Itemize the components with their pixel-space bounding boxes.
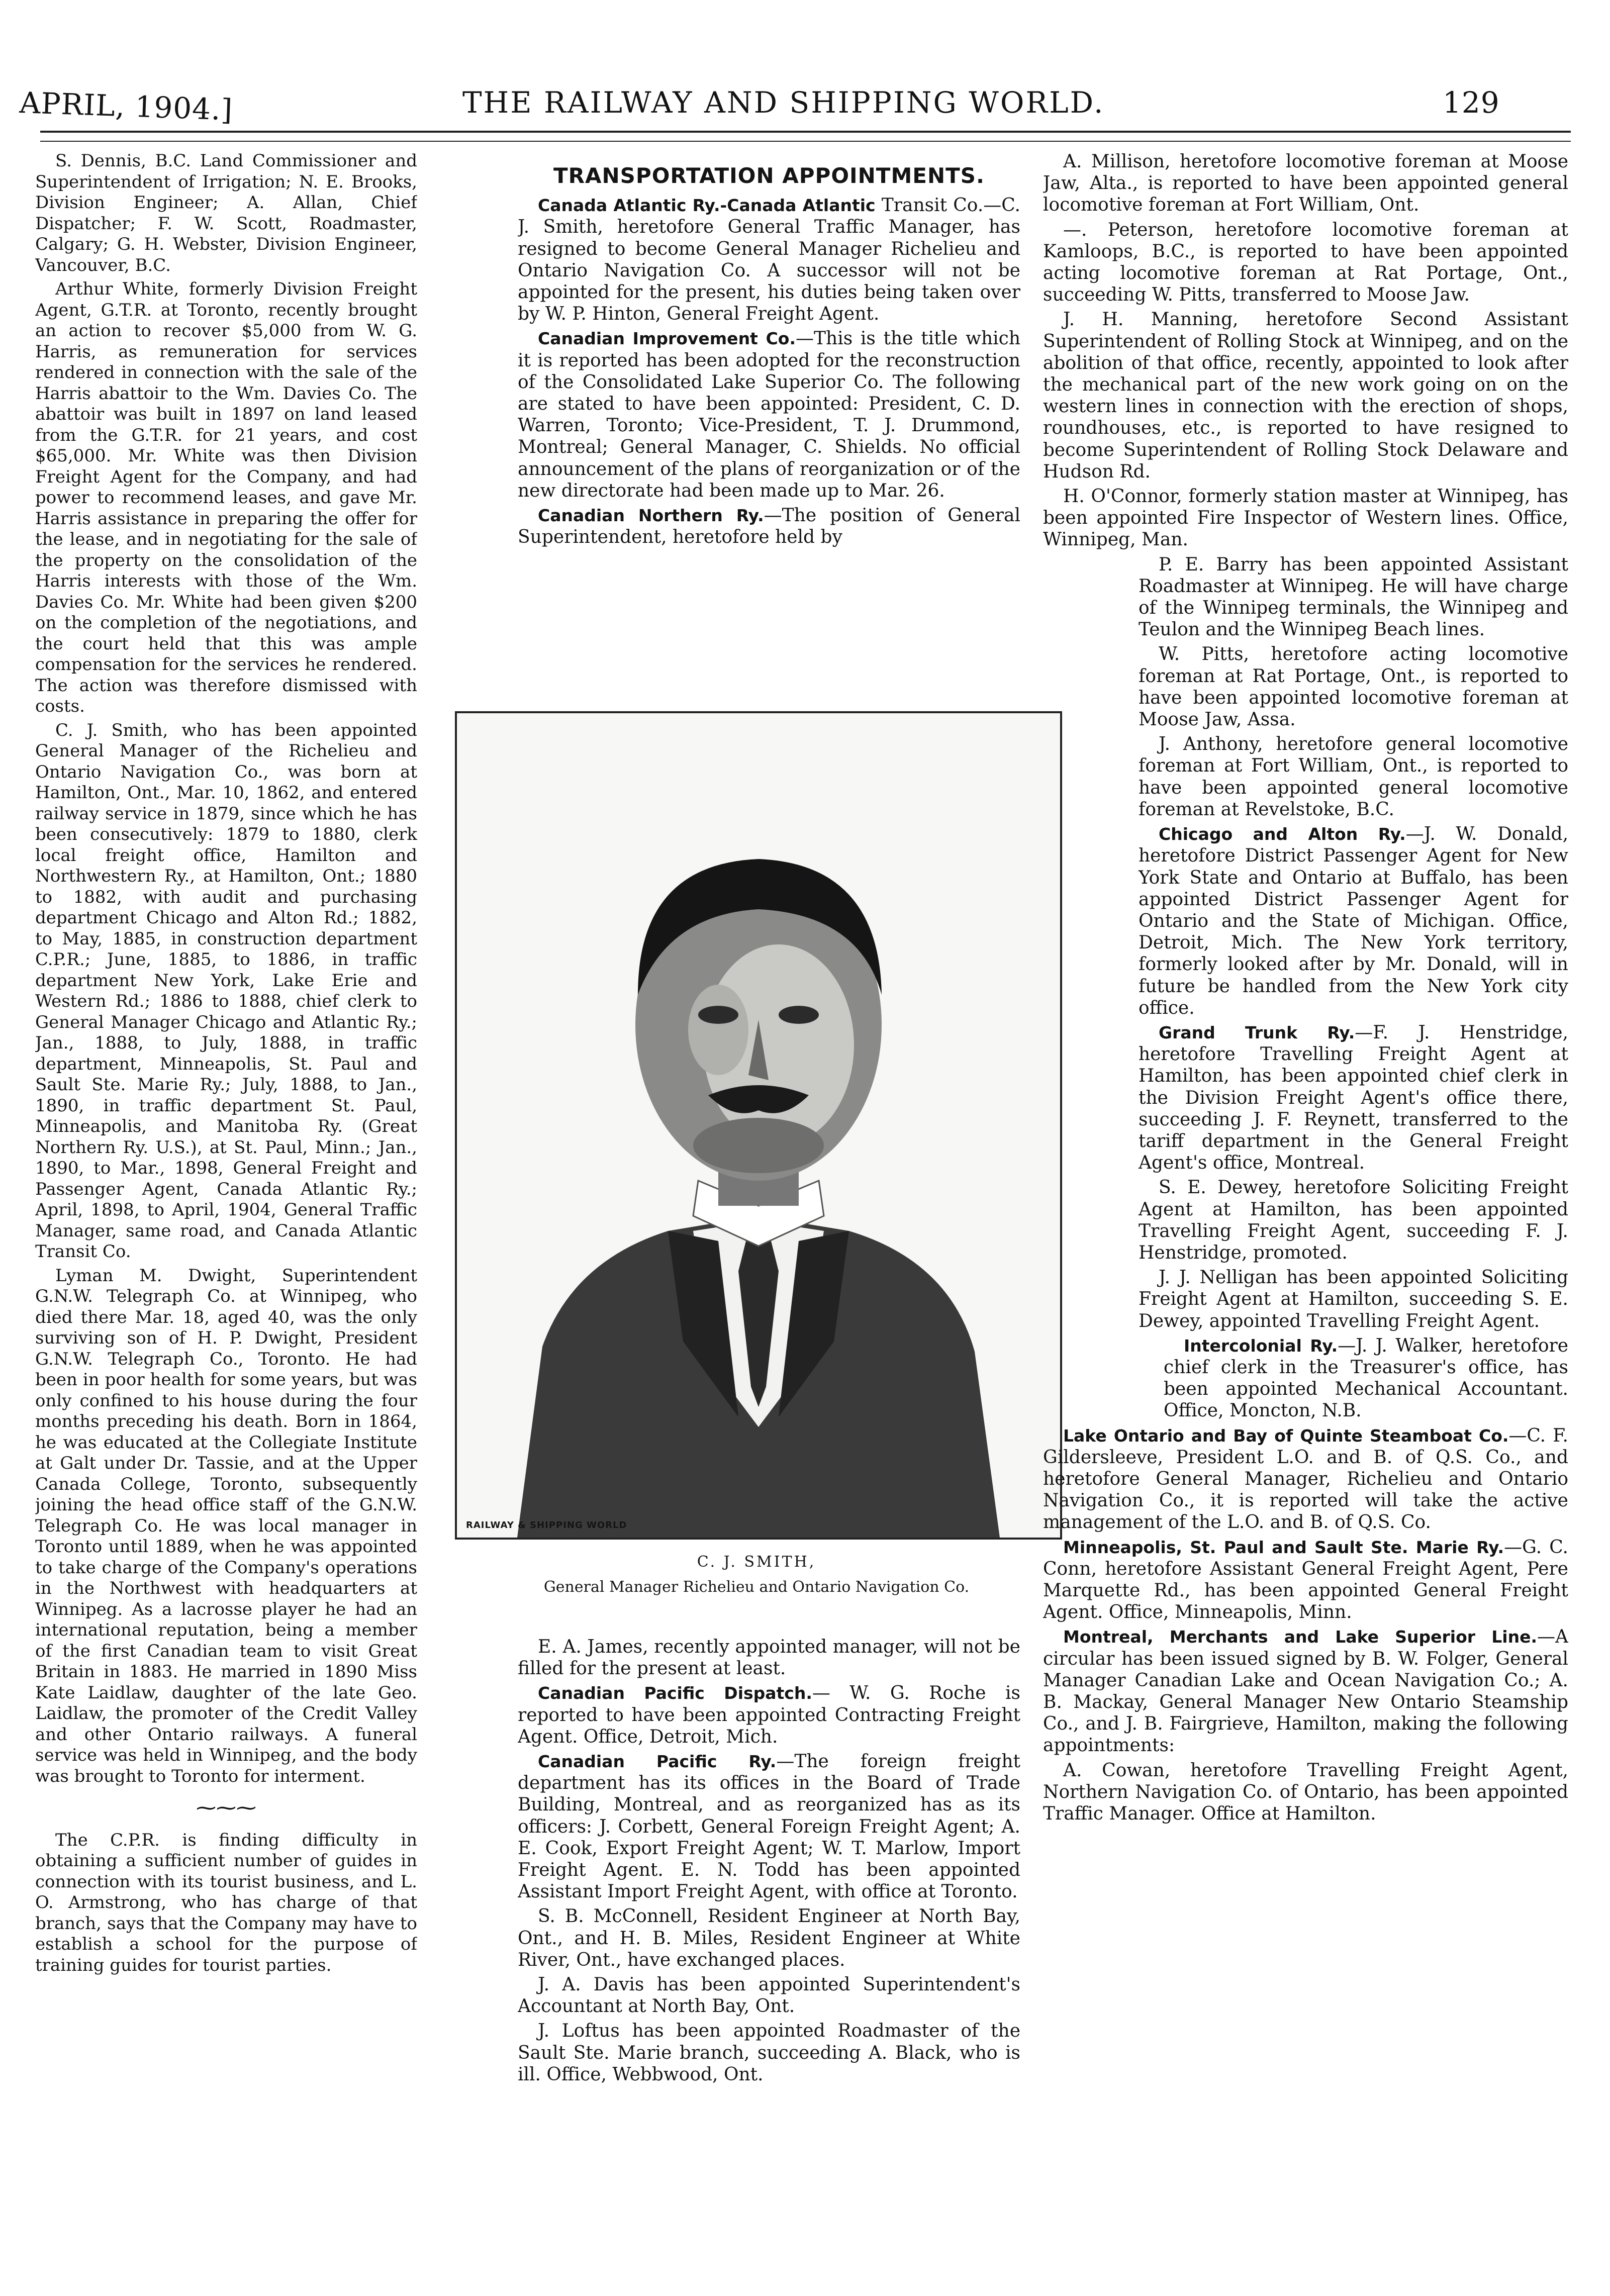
entry-barry [1043, 554, 1568, 641]
left-column [35, 151, 417, 2292]
entry-text: —This is the title which it is reported has been adopted for the reconstruction of the Consolidated Lake Superior Co. The following are stated to have been appointed: President, C. D. Warren, Toronto; Vice-President, T. J. Drummond, Montreal; General Manager, C. Shields. No official announcement of the plans of reorganization or of the new directorate had been made up to Mar. 26. [518, 328, 1020, 501]
entry-text: S. E. Dewey, heretofore Soliciting Freight Agent at Hamilton, has been appointed Travelling Freight Agent, succeeding F. J. Henstridge, promoted. [1139, 1177, 1568, 1263]
paragraph-dwight: Lyman M. Dwight, Superintendent G.N.W. Telegraph Co. at Winnipeg, who died there Mar. 18, aged 40, was the only surviving son of H. P. Dwight, President G.N.W. Telegraph Co., Toronto. He had been in poor health for some years, but was only confined to his house during the four months preceding his death. Born in 1864, he was educated at the Collegiate Institute at Galt under Dr. Tassie, and at the Upper Canada College, Toronto, subsequently joining the head office staff of the G.N.W. Telegraph Co. He was local manager in Toronto until 1889, when he was appointed to take charge of the Company's operations in the Northwest with headquarters at Winnipeg. As a lacrosse player he had an international reputation, being a member of the first Canadian team to visit Great Britain in 1883. He married in 1890 Miss Kate Laidlaw, daughter of the late Geo. Laidlaw, the promoter of the Credit Valley and other Ontario railways. A funeral service was held in Winnipeg, and the body was brought to Toronto for interment. [35, 1265, 417, 1786]
entry-cowan [1043, 1760, 1568, 1825]
company-name: Canadian Pacific Ry. [538, 1752, 777, 1772]
company-name: Canadian Pacific Dispatch. [538, 1683, 812, 1703]
entry-mcconnell [518, 1905, 1020, 1971]
appointments-heading: TRANSPORTATION APPOINTMENTS. [553, 163, 985, 188]
company-name: Grand Trunk Ry. [1159, 1022, 1355, 1042]
paragraph-dennis: S. Dennis, B.C. Land Commissioner and Superintendent of Irrigation; N. E. Brooks, Division Engineer; A. Allan, Chief Dispatcher; F. W. Scott, Roadmaster, Calgary; G. H. Webster, Division Engineer, Vancouver, B.C. [35, 151, 417, 275]
entry-dewey [1043, 1177, 1568, 1264]
company-name: Lake Ontario and Bay of Quinte Steamboat Co. [1063, 1425, 1509, 1446]
entry-text: J. H. Manning, heretofore Second Assistant Superintendent of Rolling Stock at Winnipeg, and on the abolition of that office, recently, appointed to look after the mechanical part of the new work going on on the western lines in connection with the erection of shops, roundhouses, etc., is reported to have resigned to become Superintendent of Rolling Stock Delaware and Hudson Rd. [1043, 309, 1568, 482]
entry-text: —J. J. Walker, heretofore chief clerk in the Treasurer's office, has been appointed Mechanical Accountant. Office, Moncton, N.B. [1164, 1335, 1568, 1421]
portrait-photo [455, 711, 1062, 1540]
photo-watermark: RAILWAY & SHIPPING WORLD [466, 1520, 627, 1530]
entry-text: Transit Co.—C. J. Smith, heretofore General Traffic Manager, has resigned to become General Manager Richelieu and Ontario Navigation Co. A successor will not be appointed for the present, his duties being taken over by W. P. Hinton, General Freight Agent. [518, 195, 1020, 325]
entry-manning [1043, 309, 1568, 483]
entry-text: —J. W. Donald, heretofore District Passenger Agent for New York State and Ontario at Buffalo, has been appointed District Passenger Agent for Ontario and the State of Michigan. Office, Detroit, Mich. The New York territory, formerly looked after by Mr. Donald, will in future be handled from the New York city office. [1139, 824, 1568, 1018]
header-rule [40, 131, 1571, 133]
entry-text: J. Anthony, heretofore general locomotive foreman at Fort William, Ont., is reported to have been appointed general locomotive foreman at Revelstoke, B.C. [1139, 734, 1568, 820]
company-name: Canadian Northern Ry. [538, 506, 764, 526]
entry-peterson [1043, 219, 1568, 306]
company-name: Chicago and Alton Ry. [1159, 824, 1406, 844]
entry-text: —The position of General Superintendent, heretofore held by [518, 505, 1020, 548]
company-name: Canadian Improvement Co. [538, 329, 796, 349]
entry-oconnor [1043, 486, 1568, 551]
entry-canadian-northern [518, 505, 1020, 548]
entry-loftus [518, 2020, 1020, 2085]
entry-text: —The foreign freight department has its offices in the Board of Trade Building, Montreal, and as reorganized has as its officers: J. Corbett, General Foreign Freight Agent; A. E. Cook, Export Freight Agent; W. T. Marlow, Import Freight Agent. E. N. Todd has been appointed Assistant Import Freight Agent, with office at Toronto. [518, 1751, 1020, 1902]
entry-chicago-alton [1043, 823, 1568, 1019]
entry-grand-trunk [1043, 1022, 1568, 1174]
entry-text: A. Millison, heretofore locomotive foreman at Moose Jaw, Alta., is reported to have been appointed general locomotive foreman at Fort William, Ont. [1043, 151, 1568, 216]
middle-column-lower [518, 1636, 1020, 2289]
header-rule-thin [40, 141, 1571, 142]
entry-text: A. Cowan, heretofore Travelling Freight Agent, Northern Navigation Co. of Ontario, has been appointed Traffic Manager. Office at Hamilton. [1043, 1760, 1568, 1825]
portrait-illustration [457, 713, 1060, 1538]
company-name: Montreal, Merchants and Lake Superior Line. [1063, 1627, 1537, 1647]
header-date: APRIL, 1904.] [19, 85, 234, 127]
entry-intercolonial [1043, 1335, 1568, 1422]
entry-text: E. A. James, recently appointed manager, will not be filled for the present at least. [518, 1637, 1020, 1679]
entry-soo-line [1043, 1537, 1568, 1623]
caption-title: General Manager Richelieu and Ontario Navigation Co. [543, 1578, 970, 1596]
paragraph-smith-bio: C. J. Smith, who has been appointed General Manager of the Richelieu and Ontario Navigation Co., was born at Hamilton, Ont., Mar. 10, 1862, and entered railway service in 1879, since which he has been consecutively: 1879 to 1880, clerk local freight office, Hamilton and Northwestern Ry., at Hamilton, Ont.; 1880 to 1882, with audit and purchasing department Chicago and Alton Rd.; 1882, to May, 1885, in construction department C.P.R.; June, 1885, to 1886, in traffic department New York, Lake Erie and Western Rd.; 1886 to 1888, chief clerk to General Manager Chicago and Atlantic Ry.; Jan., 1888, to July, 1888, in traffic department, Minneapolis, St. Paul and Sault Ste. Marie Ry.; July, 1888, to Jan., 1890, in traffic department St. Paul, Minneapolis, and Manitoba Ry. (Great Northern Ry. U.S.), at St. Paul, Minn.; Jan., 1890, to Mar., 1898, General Freight and Passenger Agent, Canada Atlantic Ry.; April, 1898, to April, 1904, General Traffic Manager, same road, and Canada Atlantic Transit Co. [35, 720, 417, 1262]
entry-canada-atlantic [518, 195, 1020, 325]
entry-text: J. Loftus has been appointed Roadmaster of the Sault Ste. Marie branch, succeeding A. Black, who is ill. Office, Webbwood, Ont. [518, 2021, 1020, 2085]
entry-anthony [1043, 733, 1568, 820]
entry-cp-dispatch [518, 1682, 1020, 1748]
journal-title: THE RAILWAY AND SHIPPING WORLD. [462, 85, 1105, 120]
entry-canadian-improvement [518, 328, 1020, 502]
page-number: 129 [1443, 85, 1500, 120]
entry-text: J. A. Davis has been appointed Superintendent's Accountant at North Bay, Ont. [518, 1974, 1020, 2017]
entry-text: J. J. Nelligan has been appointed Soliciting Freight Agent at Hamilton, succeeding S. E. Dewey, appointed Travelling Freight Agent. [1139, 1267, 1568, 1331]
section-ornament: ⁓⁓⁓ [196, 1796, 256, 1820]
entry-text: —A circular has been issued signed by B. W. Folger, General Manager Canadian Lake and Ocean Navigation Co.; A. B. Mackay, General Manager New Ontario Steamship Co., and J. B. Fairgrieve, Hamilton, making the following appointments: [1043, 1627, 1568, 1756]
entry-text: W. Pitts, heretofore acting locomotive foreman at Rat Portage, Ont., is reported to have been appointed locomotive foreman at Moose Jaw, Assa. [1139, 644, 1568, 730]
entry-cp-railway [518, 1751, 1020, 1902]
entry-millison [1043, 151, 1568, 216]
caption-name: C. J. SMITH, [697, 1553, 816, 1571]
right-column [1043, 151, 1568, 2292]
entry-text: —F. J. Henstridge, heretofore Travelling Freight Agent at Hamilton, has been appointed chief clerk in the Division Freight Agent's office there, succeeding J. F. Reynett, transferred to the tariff department in the General Freight Agent's office, Montreal. [1139, 1022, 1568, 1174]
entry-text: —G. C. Conn, heretofore Assistant General Freight Agent, Pere Marquette Rd., has been appointed General Freight Agent. Office, Minneapolis, Minn. [1043, 1537, 1568, 1623]
paragraph-white: Arthur White, formerly Division Freight Agent, G.T.R. at Toronto, recently brought an action to recover $5,000 from W. G. Harris, as remuneration for services rendered in connection with the sale of the Harris abattoir to the Wm. Davies Co. The abattoir was built in 1897 on land leased from the G.T.R. for 21 years, and cost $65,000. Mr. White was then Division Freight Agent for the Company, and had power to recommend leases, and gave Mr. Harris assistance in preparing the offer for the lease, and in negotiating for the sale of the property on the consolidation of the Harris interests with those of the Wm. Davies Co. Mr. White had been given $200 on the completion of the negotiations, and the court held that this was ample compensation for the services he rendered. The action was therefore dismissed with costs. [35, 279, 417, 716]
company-name: Minneapolis, St. Paul and Sault Ste. Marie Ry. [1063, 1537, 1504, 1557]
entry-montreal-merchants [1043, 1626, 1568, 1756]
entry-text: H. O'Connor, formerly station master at Winnipeg, has been appointed Fire Inspector of Western lines. Office, Winnipeg, Man. [1043, 486, 1568, 550]
entry-davis [518, 1974, 1020, 2017]
entry-continued [518, 1636, 1020, 1679]
paragraph-cpr-guides: The C.P.R. is finding difficulty in obtaining a sufficient number of guides in connection with its tourist business, and L. O. Armstrong, who has charge of that branch, says that the Company may have to establish a school for the purpose of training guides for tourist parties. [35, 1830, 417, 1975]
company-name: Canada Atlantic Ry.-Canada Atlantic [538, 196, 876, 216]
entry-text: — W. G. Roche is reported to have been appointed Contracting Freight Agent. Office, Detroit, Mich. [518, 1683, 1020, 1747]
entry-lake-ontario [1043, 1425, 1568, 1534]
entry-pitts [1043, 643, 1568, 730]
company-name: Intercolonial Ry. [1184, 1335, 1338, 1356]
entry-nelligan [1043, 1267, 1568, 1332]
entry-text: —. Peterson, heretofore locomotive foreman at Kamloops, B.C., is reported to have been appointed acting locomotive foreman at Rat Portage, Ont., succeeding W. Pitts, transferred to Moose Jaw. [1043, 219, 1568, 306]
entry-text: P. E. Barry has been appointed Assistant Roadmaster at Winnipeg. He will have charge of the Winnipeg terminals, the Winnipeg and Teulon and the Winnipeg Beach lines. [1139, 554, 1568, 640]
entry-text: —C. F. Gildersleeve, President L.O. and B. of Q.S. Co., and heretofore General Manager, Richelieu and Ontario Navigation Co., it is reported will take the active management of the L.O. and B. of Q.S. Co. [1043, 1425, 1568, 1533]
entry-text: S. B. McConnell, Resident Engineer at North Bay, Ont., and H. B. Miles, Resident Engineer at White River, Ont., have exchanged places. [518, 1906, 1020, 1970]
